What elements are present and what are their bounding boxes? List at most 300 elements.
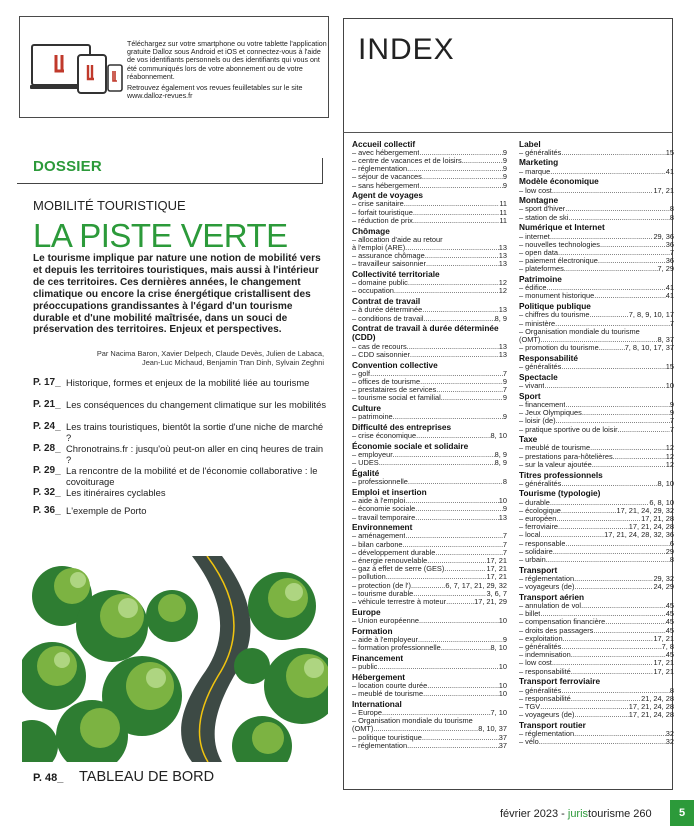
index-entry[interactable] <box>352 343 507 351</box>
index-entry[interactable] <box>352 413 507 421</box>
index-entry-pages: 9 <box>502 394 507 403</box>
index-entry-pages: 12 <box>498 287 507 296</box>
index-entry-leader <box>590 311 629 319</box>
index-entry[interactable] <box>352 505 507 513</box>
index-entry-leader <box>386 573 487 581</box>
toc-title: Les itinéraires cyclables <box>66 487 166 498</box>
index-entry-term: – assurance chômage <box>352 252 425 261</box>
index-entry-pages: 13 <box>498 306 507 315</box>
index-entry-leader <box>416 432 490 440</box>
index-entry[interactable] <box>519 575 674 583</box>
dashboard-entry[interactable] <box>33 769 325 785</box>
index-entry[interactable] <box>352 165 507 173</box>
index-entry[interactable] <box>519 643 674 651</box>
index-entry-pages: 17, 21 <box>486 557 507 566</box>
index-entry-leader <box>405 244 499 252</box>
index-entry-term: – pollution <box>352 573 386 582</box>
index-column-1 <box>352 138 507 750</box>
index-entry-term: – exploitation <box>519 634 563 643</box>
index-heading: Sport <box>519 390 541 401</box>
index-entry-leader <box>407 343 499 351</box>
index-entry[interactable] <box>519 444 674 452</box>
index-entry[interactable] <box>519 610 674 618</box>
index-entry[interactable] <box>352 617 507 625</box>
index-entry-term: – centre de vacances et de loisirs <box>352 156 462 165</box>
index-entry[interactable] <box>352 236 507 244</box>
index-entry-leader <box>404 200 500 208</box>
index-entry-pages: 8, 9 <box>494 314 507 323</box>
index-entry-term: – vivant <box>519 381 545 390</box>
index-entry-leader <box>393 451 495 459</box>
index-entry-pages: 11 <box>499 200 507 209</box>
index-heading: Agent de voyages <box>352 190 424 201</box>
index-entry-leader <box>539 738 666 746</box>
devices-icon <box>30 39 124 99</box>
index-entry-term: – responsabilité <box>519 667 571 676</box>
index-entry[interactable] <box>352 451 507 459</box>
index-entry[interactable] <box>519 540 674 548</box>
index-entry-term: – open data <box>519 248 559 257</box>
index-entry-term: – crise économique <box>352 432 417 441</box>
index-entry[interactable] <box>352 565 507 573</box>
index-entry[interactable] <box>519 168 674 176</box>
index-entry-term: – gaz à effet de serre (GES) <box>352 565 445 574</box>
index-entry-term: – vélo <box>519 738 539 747</box>
index-entry[interactable] <box>519 651 674 659</box>
index-entry-pages: 9 <box>502 635 507 644</box>
index-entry[interactable] <box>352 432 507 440</box>
index-entry[interactable] <box>352 682 507 690</box>
index-entry-pages: 8, 37 <box>657 335 674 344</box>
index-entry-term: – sport d'hiver <box>519 205 566 214</box>
index-entry-term: – responsabilité <box>519 694 571 703</box>
index-entry[interactable] <box>352 582 507 590</box>
index-entry-leader <box>598 257 666 265</box>
index-entry[interactable] <box>519 738 674 746</box>
index-entry-term: – allocation d'aide au retour <box>352 235 443 244</box>
index-entry-term: – CDD saisonnier <box>352 350 410 359</box>
footer-magazine-prefix: juris <box>567 808 589 820</box>
index-entry-term: – employeur <box>352 451 393 460</box>
promo-paragraph: Téléchargez sur votre smartphone ou votre tablette l'application gratuite Dalloz sous Android et iOS et connectez-vous à l'aide de vos identifiants personnels ou des identifiants qui vous ont été communiqués lors de votre abonnement ou de votre réabonnement. <box>127 40 327 81</box>
index-entry-pages: 12 <box>665 460 674 469</box>
index-entry-pages: 7 <box>669 319 674 328</box>
index-entry[interactable] <box>519 635 674 643</box>
index-entry[interactable] <box>352 541 507 549</box>
lead-paragraph: Le tourisme implique par nature une notion de mobilité vers et depuis les territoires touristiques, mais aussi à l'intérieur de ces territoires. Ces dernières années, le changement climatique ou encore la crise énergétique cristallisent des préoccupations grandissantes à l'égard d'un tourisme durable et d'une mobilité maîtrisée, dans un souci de préservation des territoires. Enjeux et perspectives. <box>33 253 321 336</box>
index-entry-term: – public <box>352 662 378 671</box>
index-entry[interactable] <box>519 695 674 703</box>
toc-entry[interactable] <box>33 400 329 422</box>
index-entry-leader <box>590 444 666 452</box>
index-entry[interactable] <box>519 328 674 336</box>
index-entry-term: – généralités <box>519 686 562 695</box>
index-entry[interactable] <box>352 497 507 505</box>
index-entry-leader <box>561 643 661 651</box>
index-entry-term: – bilan carbone <box>352 540 403 549</box>
index-entry-pages: 10 <box>498 690 507 699</box>
index-entry[interactable] <box>352 663 507 671</box>
index-entry[interactable] <box>352 149 507 157</box>
index-entry[interactable] <box>352 644 507 652</box>
index-entry[interactable] <box>352 514 507 522</box>
index-entry-leader <box>558 523 629 531</box>
index-entry-term: – chiffres du tourisme <box>519 311 590 320</box>
index-heading: Montagne <box>519 195 559 206</box>
index-entry[interactable] <box>352 636 507 644</box>
index-entry-term: – avec hébergement <box>352 148 420 157</box>
index-entry-pages: 32 <box>665 738 674 747</box>
index-entry[interactable] <box>519 401 674 409</box>
index-entry-leader <box>571 651 666 659</box>
index-entry[interactable] <box>352 351 507 359</box>
index-entry[interactable] <box>352 742 507 750</box>
index-entry[interactable] <box>519 730 674 738</box>
index-entry-leader <box>540 531 604 539</box>
index-entry-leader <box>561 507 617 515</box>
index-entry[interactable] <box>352 717 507 725</box>
index-entry-pages: 12 <box>498 279 507 288</box>
index-entry[interactable] <box>352 532 507 540</box>
index-entry-term: – local <box>519 531 541 540</box>
index-heading: Marketing <box>519 157 559 168</box>
index-entry[interactable] <box>519 618 674 626</box>
index-entry-leader <box>426 260 499 268</box>
index-entry-leader <box>410 351 499 359</box>
index-entry-term: – meublé de tourisme <box>519 444 591 453</box>
index-entry[interactable] <box>352 217 507 225</box>
index-entry-pages: 41 <box>665 284 674 293</box>
index-entry-term: – billet <box>519 610 541 619</box>
index-entry-leader <box>415 514 499 522</box>
index-entry-leader <box>423 690 499 698</box>
index-entry-pages: 8 <box>669 686 674 695</box>
index-entry-leader <box>618 426 670 434</box>
index-entry-term: – ministère <box>519 319 556 328</box>
index-entry-pages: 8, 9 <box>494 451 507 460</box>
index-entry-pages: 15 <box>665 363 674 372</box>
index-entry-leader <box>553 548 666 556</box>
index-entry-leader <box>446 598 474 606</box>
index-entry[interactable] <box>352 478 507 486</box>
index-entry-leader <box>373 725 478 733</box>
index-entry[interactable] <box>519 233 674 241</box>
index-entry[interactable] <box>519 265 674 273</box>
index-entry[interactable] <box>352 386 507 394</box>
index-entry[interactable] <box>352 557 507 565</box>
toc-page: P. 24 _ <box>33 422 66 433</box>
index-entry[interactable] <box>519 659 674 667</box>
index-entry-leader <box>419 182 502 190</box>
index-heading: Transport routier <box>519 719 586 730</box>
toc-title: Historique, formes et enjeux de la mobilité liée au tourisme <box>66 377 310 388</box>
index-entry-leader <box>408 279 499 287</box>
index-entry-leader <box>561 149 665 157</box>
index-entry-leader <box>419 617 499 625</box>
index-entry[interactable] <box>352 182 507 190</box>
toc-title: L'exemple de Porto <box>66 505 147 516</box>
index-entry-leader <box>568 214 670 222</box>
index-entry-term: – low cost <box>519 186 552 195</box>
index-entry[interactable] <box>352 370 507 378</box>
index-heading: Économie sociale et solidaire <box>352 440 469 451</box>
index-entry-leader <box>571 668 654 676</box>
index-heading: Tourisme (typologie) <box>519 488 601 499</box>
index-entry-pages: 7 <box>502 540 507 549</box>
index-heading: Financement <box>352 652 404 663</box>
index-entry[interactable] <box>519 602 674 610</box>
index-heading: Difficulté des entreprises <box>352 422 452 432</box>
index-entry-leader <box>574 730 666 738</box>
index-entry-pages: 21, 24, 28 <box>641 694 674 703</box>
index-entry-term: – domaine public <box>352 279 408 288</box>
index-entry-leader <box>605 618 665 626</box>
index-entry-leader <box>415 505 503 513</box>
toc-entry[interactable] <box>33 466 329 488</box>
index-entry[interactable] <box>519 284 674 292</box>
index-entry-leader <box>546 556 670 564</box>
index-entry-leader <box>393 413 503 421</box>
index-entry-term: – plateformes <box>519 265 564 274</box>
index-entry[interactable] <box>352 287 507 295</box>
index-entry-leader <box>427 557 486 565</box>
index-entry[interactable] <box>519 344 674 352</box>
index-entry-term: – tourisme durable <box>352 589 414 598</box>
index-entry-pages: 3, 6, 7 <box>486 589 507 598</box>
index-entry-pages: 9 <box>502 165 507 174</box>
index-entry-pages: 9 <box>502 413 507 422</box>
index-entry-pages: 15 <box>665 148 674 157</box>
index-heading: Spectacle <box>519 371 558 382</box>
index-entry-term: – protection (de l') <box>352 581 411 590</box>
index-entry[interactable] <box>519 523 674 531</box>
index-entry[interactable] <box>519 363 674 371</box>
index-entry-pages: 9 <box>669 400 674 409</box>
index-entry-leader <box>599 344 625 352</box>
index-entry-term: – sur la valeur ajoutée <box>519 460 592 469</box>
index-entry-leader <box>565 205 670 213</box>
index-entry[interactable] <box>519 703 674 711</box>
index-entry-pages: 10 <box>498 662 507 671</box>
index-entry-pages: 7 <box>669 417 674 426</box>
index-entry-term: – marque <box>519 167 551 176</box>
index-entry-leader <box>582 409 670 417</box>
index-entry-leader <box>407 742 499 750</box>
index-heading: Convention collective <box>352 359 438 370</box>
index-entry-pages: 17, 21, 24, 28 <box>628 711 674 720</box>
index-entry-term: – généralités <box>519 363 562 372</box>
index-entry[interactable] <box>352 378 507 386</box>
index-entry-leader <box>405 497 499 505</box>
index-entry[interactable] <box>352 157 507 165</box>
index-entry[interactable] <box>352 598 507 606</box>
index-entry[interactable] <box>352 690 507 698</box>
index-entry-term: – séjour de vacances <box>352 173 422 182</box>
index-entry[interactable] <box>519 461 674 469</box>
index-entry-term: – Organisation mondiale du tourisme <box>519 327 640 336</box>
index-entry-term: – responsable <box>519 539 566 548</box>
index-heading: Patrimoine <box>519 274 562 285</box>
index-entry[interactable] <box>519 149 674 157</box>
toc-entry[interactable] <box>33 488 329 506</box>
index-heading: Numérique et Internet <box>519 222 605 233</box>
index-entry[interactable] <box>519 627 674 635</box>
index-entry-pages: 41 <box>665 167 674 176</box>
byline-line: Jean-Luc Michaud, Benjamin Tran Dinh, Sylvain Zeghni <box>142 358 324 367</box>
index-entry-term: – professionnelle <box>352 478 408 487</box>
index-entry[interactable] <box>352 173 507 181</box>
index-entry[interactable] <box>352 279 507 287</box>
index-entry[interactable] <box>352 734 507 742</box>
toc-entry[interactable] <box>33 378 329 400</box>
index-heading: Politique publique <box>519 301 591 312</box>
index-entry[interactable] <box>519 515 674 523</box>
index-entry-term: – économie sociale <box>352 505 416 514</box>
index-entry-leader <box>592 461 666 469</box>
index-entry-pages: 17, 21, 24, 29, 32 <box>616 506 674 515</box>
index-entry[interactable] <box>519 480 674 488</box>
index-entry[interactable] <box>519 556 674 564</box>
index-entry[interactable] <box>519 205 674 213</box>
toc-page: P. 36 _ <box>33 506 66 517</box>
toc-entry[interactable] <box>33 422 329 444</box>
index-entry-term: – réglementation <box>519 730 575 739</box>
index-entry[interactable] <box>519 214 674 222</box>
index-entry[interactable] <box>519 292 674 300</box>
index-entry[interactable] <box>519 426 674 434</box>
index-entry[interactable] <box>519 583 674 591</box>
index-entry[interactable] <box>352 725 507 733</box>
index-entry-leader <box>558 249 670 257</box>
index-entry-pages: 17, 21 <box>486 565 507 574</box>
index-entry-pages: 17, 21, 28 <box>641 515 674 524</box>
index-entry[interactable] <box>519 531 674 539</box>
index-entry-pages: 8, 10, 37 <box>478 725 507 734</box>
index-heading: Environnement <box>352 522 413 533</box>
index-entry-pages: 13 <box>498 513 507 522</box>
page-footer <box>500 808 652 820</box>
index-entry-term: – internet <box>519 232 550 241</box>
index-entry[interactable] <box>519 249 674 257</box>
index-entry[interactable] <box>352 200 507 208</box>
index-entry-pages: 13 <box>498 260 507 269</box>
index-entry[interactable] <box>352 260 507 268</box>
index-entry[interactable] <box>519 187 674 195</box>
index-entry-term: – aide à l'employeur <box>352 635 418 644</box>
index-entry-term: – véhicule terrestre à moteur <box>352 598 447 607</box>
index-entry-leader <box>422 306 499 314</box>
index-entry-leader <box>418 636 503 644</box>
index-entry[interactable] <box>519 668 674 676</box>
index-entry[interactable] <box>519 499 674 507</box>
index-entry-term: – écologique <box>519 506 561 515</box>
index-entry-term: – forfait touristique <box>352 208 413 217</box>
index-entry[interactable] <box>352 315 507 323</box>
index-entry[interactable] <box>519 257 674 265</box>
index-entry-term: – station de ski <box>519 213 569 222</box>
index-heading: Taxe <box>519 434 538 445</box>
index-entry[interactable] <box>519 548 674 556</box>
index-entry-pages: 7, 8, 9, 10, 17 <box>628 311 674 320</box>
index-entry[interactable] <box>519 336 674 344</box>
index-entry[interactable] <box>352 459 507 467</box>
index-entry[interactable] <box>352 573 507 581</box>
index-entry[interactable] <box>519 687 674 695</box>
index-heading: Transport ferroviaire <box>519 676 601 687</box>
index-entry-pages: 37 <box>498 741 507 750</box>
footer-date: février 2023 - <box>500 808 568 820</box>
toc-entry[interactable] <box>33 444 329 466</box>
index-entry-pages: 7, 10 <box>490 709 507 717</box>
index-entry-term: – promotion du tourisme <box>519 344 599 353</box>
index-entry-leader <box>403 541 503 549</box>
index-entry-term: – crise sanitaire <box>352 200 404 209</box>
index-entry-pages: 45 <box>665 610 674 619</box>
index-heading: Culture <box>352 403 382 414</box>
index-entry-leader <box>593 627 665 635</box>
index-entry-leader <box>370 370 503 378</box>
index-entry-leader <box>613 453 666 461</box>
index-entry[interactable] <box>352 244 507 252</box>
index-entry-pages: 7, 29 <box>657 265 674 274</box>
index-heading: Label <box>519 138 541 149</box>
index-entry-term: – occupation <box>352 287 394 296</box>
index-entry[interactable] <box>352 252 507 260</box>
index-entry-leader <box>441 394 503 402</box>
index-entry[interactable] <box>519 711 674 719</box>
index-entry[interactable] <box>519 453 674 461</box>
index-entry-term: – golf <box>352 369 371 378</box>
index-entry-term: – offices de tourisme <box>352 377 421 386</box>
index-entry-pages: 12 <box>665 452 674 461</box>
index-entry-pages: 8 <box>669 213 674 222</box>
index-entry[interactable] <box>519 382 674 390</box>
index-entry-pages: 17, 21 <box>653 186 674 195</box>
index-entry-pages: 8, 9 <box>494 459 507 468</box>
index-entry-leader <box>561 480 657 488</box>
index-entry[interactable] <box>519 311 674 319</box>
index-entry[interactable] <box>519 409 674 417</box>
index-entry-pages: 17, 21, 24, 28, 32, 36 <box>604 531 674 540</box>
index-entry[interactable] <box>519 320 674 328</box>
index-heading: Contrat de travail <box>352 296 421 307</box>
index-entry[interactable] <box>352 549 507 557</box>
kicker: MOBILITÉ TOURISTIQUE <box>33 198 186 213</box>
index-entry[interactable] <box>352 709 507 717</box>
index-entry-leader <box>594 292 666 300</box>
index-entry-pages: 11 <box>499 208 507 217</box>
index-entry[interactable] <box>352 209 507 217</box>
index-heading: Chômage <box>352 225 390 236</box>
index-entry[interactable] <box>519 417 674 425</box>
index-entry-term: – ferroviaire <box>519 523 559 532</box>
index-entry[interactable] <box>352 394 507 402</box>
toc-entry[interactable] <box>33 506 329 528</box>
index-entry-term: – travailleur saisonnier <box>352 260 426 269</box>
index-entry-leader <box>408 478 503 486</box>
index-entry-term: – low cost <box>519 659 552 668</box>
section-header <box>17 154 323 184</box>
index-entry[interactable] <box>519 507 674 515</box>
index-entry[interactable] <box>519 241 674 249</box>
index-entry[interactable] <box>352 590 507 598</box>
forest-road-illustration <box>22 556 328 762</box>
index-entry-pages: 17, 21, 24, 28 <box>628 523 674 532</box>
index-entry[interactable] <box>352 306 507 314</box>
index-entry-leader <box>547 284 666 292</box>
index-entry-term: – prestations para-hôtelières <box>519 452 613 461</box>
index-heading: Europe <box>352 606 381 617</box>
